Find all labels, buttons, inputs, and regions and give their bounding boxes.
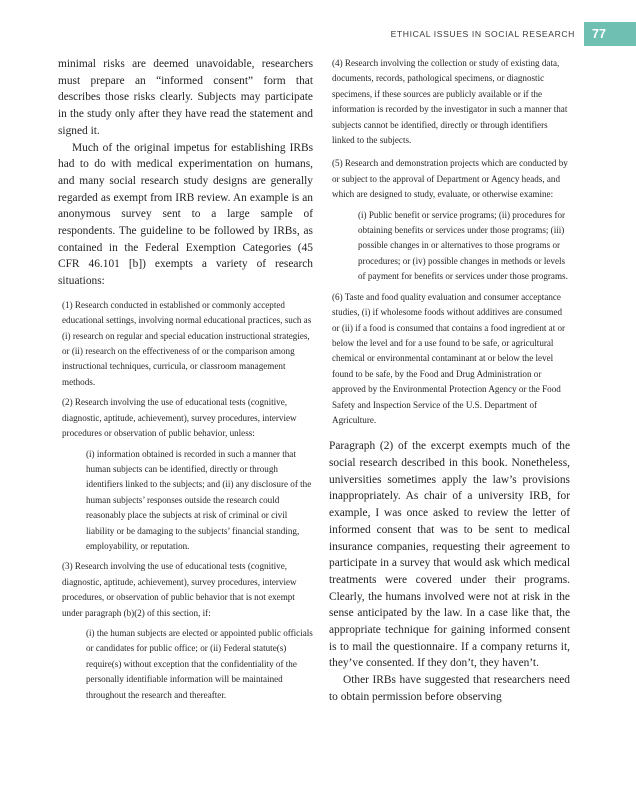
left-column xyxy=(58,56,313,703)
right-column xyxy=(329,56,570,706)
page-header xyxy=(391,22,636,46)
exemption-item-2: (2) Research involving the use of educational tests (cognitive, diagnostic, aptitude, achievement), survey procedures, interview procedures or observation of public behavior, unless: xyxy=(62,397,297,439)
exemption-item-3: (3) Research involving the use of educational tests (cognitive, diagnostic, aptitude, achievement), survey procedures, interview procedures, or observation of public behavior that is not exempt under paragraph (b)(2) of this section, if: xyxy=(62,561,297,618)
body-paragraph: minimal risks are deemed unavoidable, researchers must prepare an “informed consent” form that describes those risks clearly. Subjects may participate in the study only after they have read the statement and signed it. xyxy=(58,58,313,137)
exemption-item-5-subclause: (i) Public benefit or service programs; (ii) procedures for obtaining benefits or services under those programs; (iii) possible changes in or alternatives to those programs or procedures; or (iv) possible changes in methods or levels of payment for benefits or services under those programs. xyxy=(358,209,568,282)
exemption-item-5: (5) Research and demonstration projects which are conducted by or subject to the approval of Department or Agency heads, and which are designed to study, evaluate, or otherwise examine: xyxy=(332,158,568,200)
body-paragraph: Much of the original impetus for establishing IRBs had to do with medical experimentation on humans, and many social research study designs are generally regarded as exempt from IRB review. An example is an anonymous survey sent to a large sample of respondents. The guideline to be followed by IRBs, as contained in the Federal Exemption Categories (45 CFR 46.101 [b]) exempts a variety of research situations: xyxy=(58,141,313,288)
exemption-item-1: (1) Research conducted in established or commonly accepted educational settings, involving normal educational practices, such as (i) research on regular and special education instructional strategies, or (ii) research on the effectiveness of or the comparison among instructional techniques, curricula, or classroom management methods. xyxy=(62,299,312,387)
running-head: ETHICAL ISSUES IN SOCIAL RESEARCH xyxy=(390,29,575,39)
page-number: 77 xyxy=(584,22,636,46)
exemption-item-3-subclause: (i) the human subjects are elected or appointed public officials or candidates for public office; or (ii) Federal statute(s) require(s) without exception that the confidentiality of the personally identifiable information will be maintained throughout the research and thereafter. xyxy=(86,627,313,700)
body-paragraph: Other IRBs have suggested that researchers need to obtain permission before observing xyxy=(329,674,570,703)
exemption-item-6: (6) Taste and food quality evaluation and consumer acceptance studies, (i) if wholesome foods without additives are consumed or (ii) if a food is consumed that contains a food ingredient at or below the level and for a use found to be safe, or agricultural chemical or environmental contaminant at or below the level found to be safe, by the Food and Drug Administration or approved by the Environmental Protection Agency or the Food Safety and Inspection Service of the U.S. Department of Agriculture. xyxy=(332,291,566,425)
exemption-item-2-subclause: (i) information obtained is recorded in such a manner that human subjects can be identified, directly or through identifiers linked to the subjects; and (ii) any disclosure of the human subjects’ responses outside the research could reasonably place the subjects at risk of criminal or civil liability or be damaging to the subjects’ financial standing, employability, or reputation. xyxy=(86,448,312,551)
exemption-item-4: (4) Research involving the collection or study of existing data, documents, records, pathological specimens, or diagnostic specimens, if these sources are publicly available or if the information is recorded by the investigator in such a manner that subjects cannot be identified, directly or through identifiers linked to the subjects. xyxy=(332,58,568,146)
body-paragraph: Paragraph (2) of the excerpt exempts much of the social research described in this book. Nonetheless, universities sometimes apply the law’s provisions inappropriately. As chair of a university IRB, for example, I was once asked to review the letter of informed consent that was to be sent to medical insurance companies, requesting their agreement to participate in a survey that would ask which medical treatments were covered under their programs. Clearly, the humans involved were not at risk in the sense anticipated by the law. In a case like that, the appropriate technique for gaining informed consent is to mail the questionnaire. If a company returns it, they’ve consented. If they don’t, they haven’t. xyxy=(329,440,570,670)
